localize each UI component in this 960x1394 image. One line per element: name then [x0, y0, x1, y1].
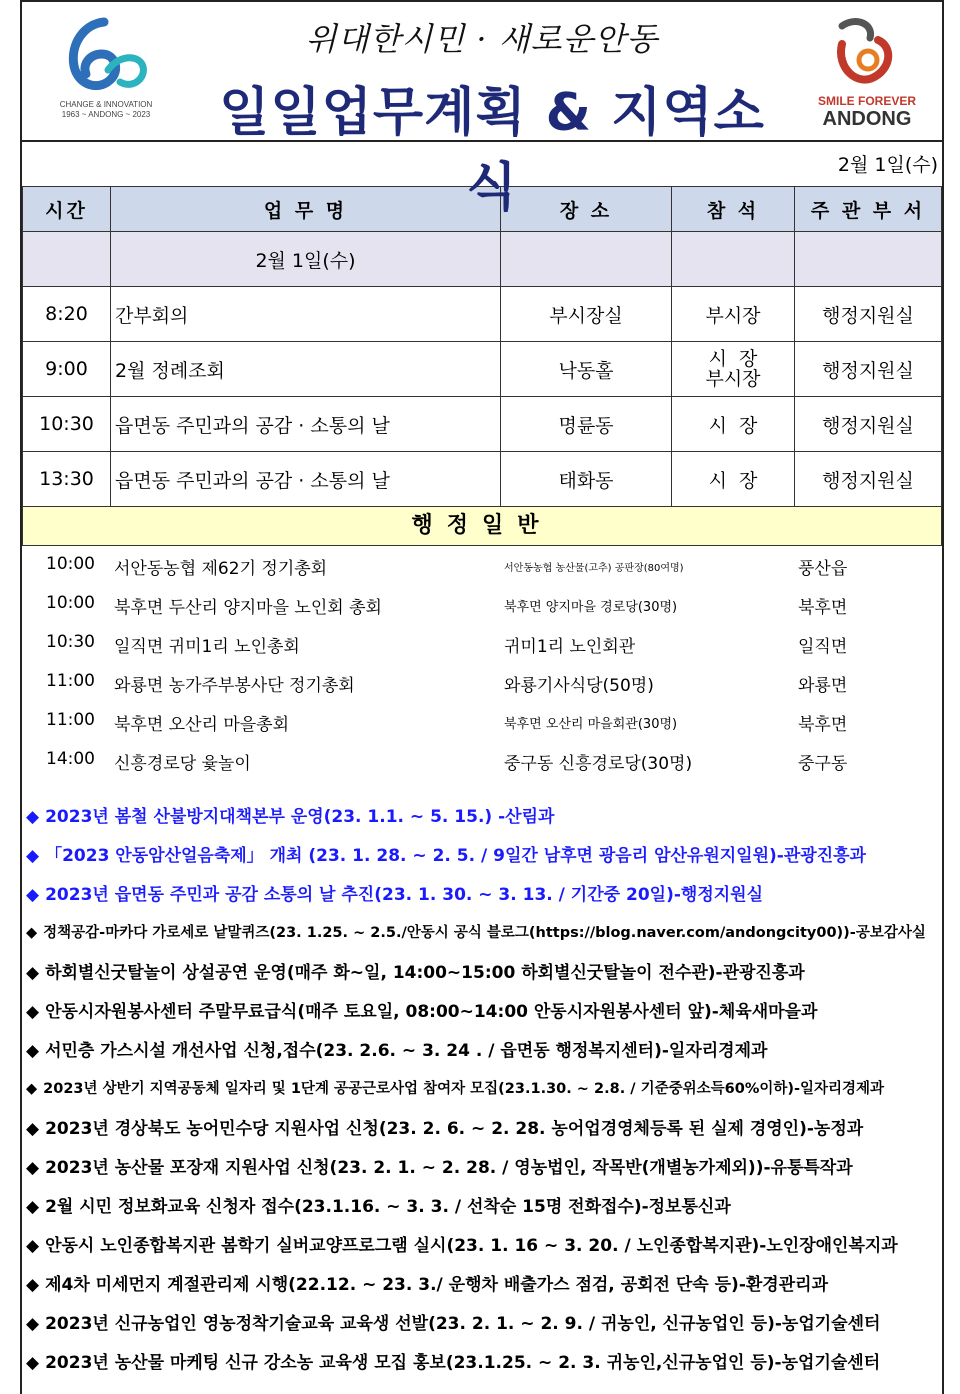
row-time: 13:30 — [23, 452, 111, 507]
report-date: 2월 1일(수) — [22, 140, 942, 186]
diamond-bullet-icon: ◆ — [26, 885, 40, 905]
row-attend: 시 장 — [672, 452, 795, 507]
row-dept: 행정지원실 — [795, 397, 942, 452]
item-name: 북후면 두산리 양지마을 노인회 총회 — [114, 598, 382, 618]
diamond-bullet-icon: ◆ — [26, 1197, 40, 1217]
item-place: 귀미1리 노인회관 — [504, 637, 636, 657]
notice-text: 2023년 경상북도 농어민수당 지원사업 신청(23. 2. 6. ~ 2. 28. 농어업경영체등록 된 실제 경영인)-농정과 — [45, 1119, 864, 1139]
notice-item — [26, 921, 926, 942]
anniversary-logo — [50, 16, 162, 126]
notice-item — [26, 1309, 880, 1334]
notice-item — [26, 841, 866, 866]
row-task: 2월 정례조회 — [111, 342, 501, 397]
notice-text: 정책공감-마카다 가로세로 낱말퀴즈(23. 1.25. ~ 2.5./안동시 공식 블로그(https://blog.naver.com/andongcity00))-공보감사실 — [43, 925, 926, 941]
row-place: 명륜동 — [501, 397, 672, 452]
notice-item — [26, 997, 817, 1022]
list-item — [22, 585, 942, 624]
item-dept: 일직면 — [798, 637, 848, 657]
row-task: 읍면동 주민과의 공감 · 소통의 날 — [111, 397, 501, 452]
diamond-bullet-icon: ◆ — [26, 1236, 40, 1256]
diamond-bullet-icon: ◆ — [26, 1158, 40, 1178]
diamond-bullet-icon: ◆ — [26, 1041, 40, 1061]
table-row — [23, 397, 942, 452]
schedule-table — [22, 186, 942, 507]
item-time: 11:00 — [46, 671, 95, 691]
notice-text: 제4차 미세먼지 계절관리제 시행(22.12. ~ 23. 3./ 운행차 배출가스 점검, 공회전 단속 등)-환경관리과 — [45, 1275, 828, 1295]
row-time: 9:00 — [23, 342, 111, 397]
row-attend: 부시장 — [672, 287, 795, 342]
item-time: 10:30 — [46, 632, 95, 652]
diamond-bullet-icon: ◆ — [26, 963, 40, 983]
notice-item — [26, 958, 805, 983]
notice-item — [26, 1348, 880, 1373]
row-attend — [672, 342, 795, 397]
item-dept: 중구동 — [798, 754, 848, 774]
row-time: 10:30 — [23, 397, 111, 452]
logo-caption-line2: 1963 ~ ANDONG ~ 2023 — [61, 110, 151, 119]
row-dept: 행정지원실 — [795, 342, 942, 397]
list-item — [22, 546, 942, 585]
item-name: 서안동농협 제62기 정기총회 — [114, 559, 328, 579]
table-row — [23, 287, 942, 342]
list-item — [22, 663, 942, 702]
notices-list — [22, 802, 942, 1382]
row-time: 8:20 — [23, 287, 111, 342]
logo-right-line2: ANDONG — [822, 108, 912, 130]
notice-text: 2023년 농산물 마케팅 신규 강소농 교육생 모집 홍보(23.1.25. ~ 2. 3. 귀농인,신규농업인 등)-농업기술센터 — [45, 1353, 881, 1373]
item-name: 북후면 오산리 마을총회 — [114, 715, 290, 735]
diamond-bullet-icon: ◆ — [26, 1002, 40, 1022]
notice-item — [26, 1114, 863, 1139]
col-header-dept: 주 관 부 서 — [795, 187, 942, 232]
item-name: 일직면 귀미1리 노인총회 — [114, 637, 300, 657]
item-place: 북후면 양지마을 경로당(30명) — [504, 600, 678, 615]
row-attend: 시 장 — [672, 397, 795, 452]
schedule-date-row — [23, 232, 942, 287]
notice-text: 2023년 봄철 산불방지대책본부 운영(23. 1.1. ~ 5. 15.) -산림과 — [45, 807, 555, 827]
diamond-bullet-icon: ◆ — [26, 846, 40, 866]
col-header-time: 시간 — [23, 187, 111, 232]
item-place: 중구동 신흥경로당(30명) — [504, 754, 693, 774]
notice-text: 2월 시민 정보화교육 신청자 접수(23.1.16. ~ 3. 3. / 선착순 15명 전화접수)-정보통신과 — [45, 1197, 731, 1217]
notice-item — [26, 1077, 884, 1098]
col-header-task: 업 무 명 — [111, 187, 501, 232]
notice-item — [26, 1231, 898, 1256]
item-time: 11:00 — [46, 710, 95, 730]
diamond-bullet-icon: ◆ — [26, 807, 40, 827]
item-dept: 북후면 — [798, 598, 848, 618]
notice-text: 2023년 농산물 포장재 지원사업 신청(23. 2. 1. ~ 2. 28. / 영농법인, 작목반(개별농가제외))-유통특작과 — [45, 1158, 853, 1178]
item-place: 북후면 오산리 마을회관(30명) — [504, 717, 678, 732]
notice-text: 하회별신굿탈놀이 상설공연 운영(매주 화~일, 14:00~15:00 하회별신굿탈놀이 전수관)-관광진흥과 — [45, 963, 805, 983]
row-attend-line1: 시 장 — [708, 348, 758, 370]
schedule-date: 2월 1일(수) — [111, 232, 501, 287]
sixty-logo-icon — [64, 16, 148, 98]
row-task: 간부회의 — [111, 287, 501, 342]
notice-text: 2023년 신규농업인 영농정착기술교육 교육생 선발(23. 2. 1. ~ 2. 9. / 귀농인, 신규농업인 등)-농업기술센터 — [45, 1314, 881, 1334]
row-dept: 행정지원실 — [795, 287, 942, 342]
col-header-place: 장 소 — [501, 187, 672, 232]
page-title: 일일업무계획 & 지역소식 — [219, 83, 765, 218]
item-dept: 풍산읍 — [798, 559, 848, 579]
notice-item — [26, 1270, 828, 1295]
list-item — [22, 741, 942, 780]
item-time: 10:00 — [46, 554, 95, 574]
notice-item — [26, 802, 554, 827]
notice-item — [26, 1153, 853, 1178]
document-page — [20, 0, 944, 1394]
item-dept: 북후면 — [798, 715, 848, 735]
list-item — [22, 702, 942, 741]
diamond-bullet-icon: ◆ — [26, 1275, 40, 1295]
item-time: 14:00 — [46, 749, 95, 769]
table-row — [23, 452, 942, 507]
list-item — [22, 624, 942, 663]
item-time: 10:00 — [46, 593, 95, 613]
row-task: 읍면동 주민과의 공감 · 소통의 날 — [111, 452, 501, 507]
item-dept: 와룡면 — [798, 676, 848, 696]
notice-item — [26, 1036, 767, 1061]
row-dept: 행정지원실 — [795, 452, 942, 507]
notice-item — [26, 880, 763, 905]
diamond-bullet-icon: ◆ — [26, 1314, 40, 1334]
notice-text: 2023년 읍면동 주민과 공감 소통의 날 추진(23. 1. 30. ~ 3. 13. / 기간중 20일)-행정지원실 — [45, 885, 764, 905]
row-place: 태화동 — [501, 452, 672, 507]
logo-right-line1: SMILE FOREVER — [817, 94, 916, 108]
row-attend-line2: 부시장 — [705, 368, 761, 390]
row-place: 부시장실 — [501, 287, 672, 342]
diamond-bullet-icon: ◆ — [26, 925, 38, 941]
andong-logo — [812, 16, 922, 132]
notice-text: 서민층 가스시설 개선사업 신청,접수(23. 2.6. ~ 3. 24 . / 읍면동 행정복지센터)-일자리경제과 — [45, 1041, 768, 1061]
item-name: 신흥경로당 윷놀이 — [114, 754, 251, 774]
table-row — [23, 342, 942, 397]
logo-caption-line1: CHANGE & INNOVATION — [59, 100, 153, 109]
notice-text: 안동시자원봉사센터 주말무료급식(매주 토요일, 08:00~14:00 안동시자원봉사센터 앞)-체육새마을과 — [45, 1002, 818, 1022]
general-admin-list — [22, 546, 942, 788]
item-name: 와룡면 농가주부봉사단 정기총회 — [114, 676, 355, 696]
smile-logo-icon — [812, 16, 922, 92]
row-place: 낙동홀 — [501, 342, 672, 397]
diamond-bullet-icon: ◆ — [26, 1353, 40, 1373]
general-admin-banner: 행정일반 — [22, 507, 942, 546]
notice-item — [26, 1192, 731, 1217]
notice-text: 2023년 상반기 지역공동체 일자리 및 1단계 공공근로사업 참여자 모집(23.1.30. ~ 2.8. / 기준중위소득60%이하)-일자리경제과 — [43, 1081, 885, 1097]
col-header-attend: 참 석 — [672, 187, 795, 232]
item-place: 서안동농협 농산물(고추) 공판장(80여명) — [504, 563, 684, 574]
item-place: 와룡기사식당(50명) — [504, 676, 654, 696]
diamond-bullet-icon: ◆ — [26, 1081, 38, 1097]
notice-text: 「2023 안동암산얼음축제」 개최 (23. 1. 28. ~ 2. 5. / 9일간 남후면 광음리 암산유원지일원)-관광진흥과 — [45, 846, 866, 866]
diamond-bullet-icon: ◆ — [26, 1119, 40, 1139]
notice-text: 안동시 노인종합복지관 봄학기 실버교양프로그램 실시(23. 1. 16 ~ 3. 20. / 노인종합복지관)-노인장애인복지과 — [45, 1236, 898, 1256]
slogan: 위대한시민 · 새로운안동 — [305, 20, 659, 58]
